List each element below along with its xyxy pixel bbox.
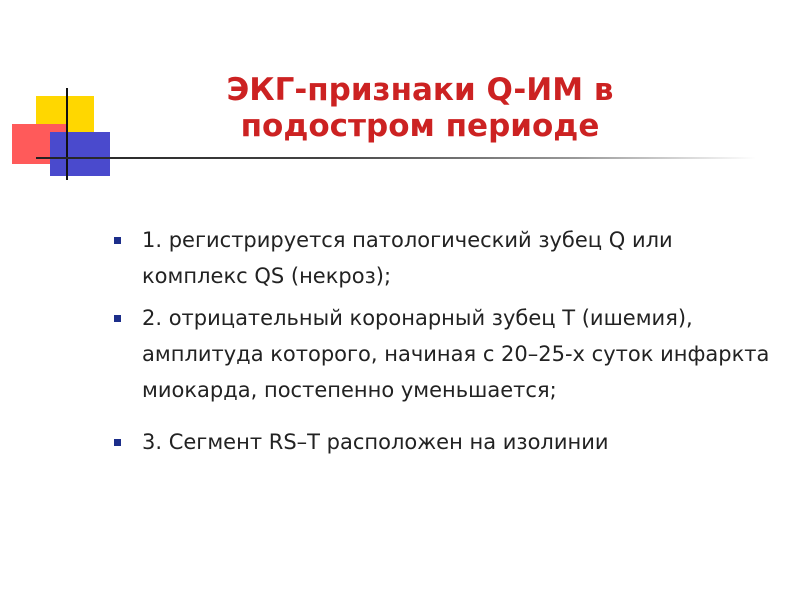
slide-title (140, 72, 700, 144)
bullet-item (112, 424, 772, 460)
bullet-item (112, 300, 772, 408)
slide-logo-decoration (0, 0, 130, 190)
title-divider-line (36, 157, 756, 159)
bullet-text: 1. регистрируется патологический зубец Q или комплекс QS (некроз); (142, 228, 673, 288)
logo-vertical-line (66, 88, 68, 180)
logo-blue-square (50, 132, 110, 176)
slide-title-line-2: подостром периоде (240, 108, 600, 144)
slide-title-line-1: ЭКГ-признаки Q-ИМ в (226, 72, 614, 108)
bullet-text: 3. Сегмент RS–T расположен на изолинии (142, 430, 609, 454)
bullet-square-icon (114, 439, 121, 446)
bullet-list (112, 222, 772, 466)
bullet-square-icon (114, 237, 121, 244)
bullet-text: 2. отрицательный коронарный зубец Т (ишемия), амплитуда которого, начиная с 20–25-х суток инфаркта миокарда, постепенно уменьшается; (142, 306, 770, 402)
bullet-item (112, 222, 772, 294)
bullet-square-icon (114, 315, 121, 322)
